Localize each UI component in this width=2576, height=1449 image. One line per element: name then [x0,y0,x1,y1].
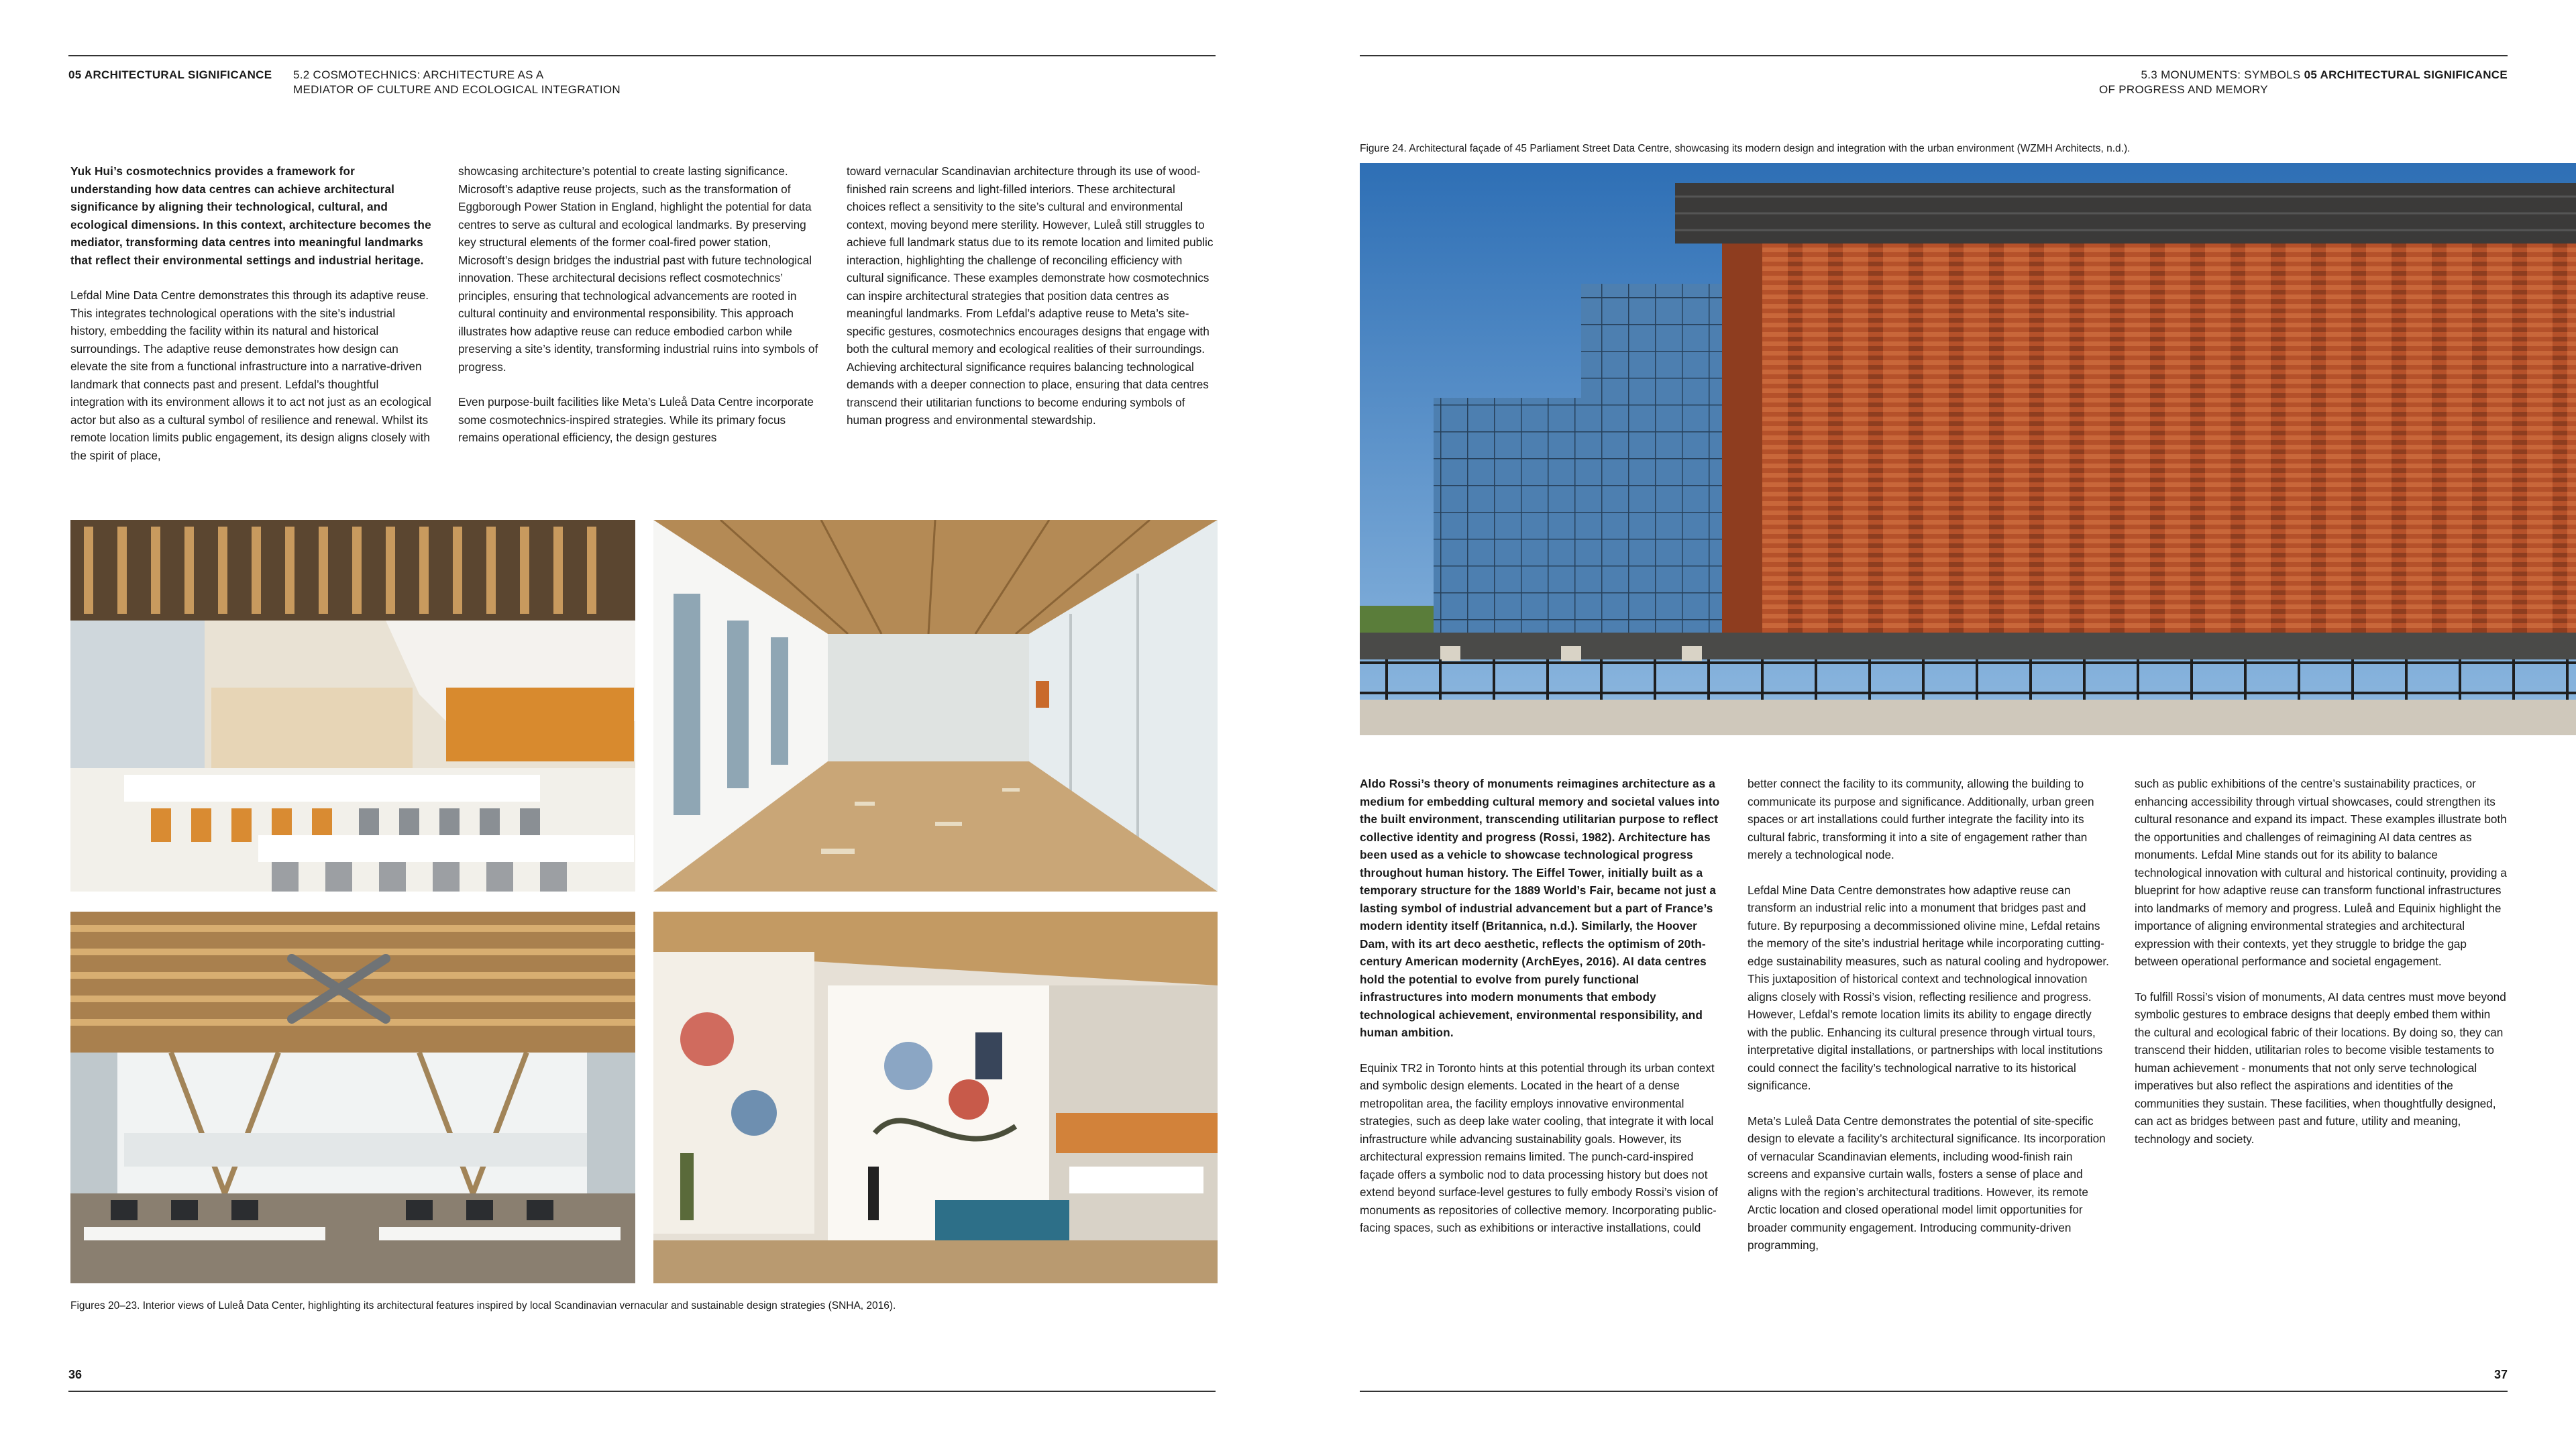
right-header-section: 05 ARCHITECTURAL SIGNIFICANCE [2304,68,2508,81]
photo-parliament-street-facade [1360,163,2576,735]
left-header-section: 05 ARCHITECTURAL SIGNIFICANCE [68,68,272,81]
right-column-3 [2135,775,2508,1165]
right-lead-paragraph: Aldo Rossi’s theory of monuments reimagines architecture as a medium for embedding cultural memory and societal values into the built environment, transcending utilitarian purpose to reflect collective identity and progress (Rossi, 1982). Architecture has been used as a vehicle to showcase technological progress throughout human history. The Eiffel Tower, initially built as a temporary structure for the 1889 World’s Fair, became not just a lasting symbol of industrial advancement but a part of France’s modern identity itself (Britannica, n.d.). Similarly, the Hoover Dam, with its art deco aesthetic, reflects the optimism of 20th-century American modernity (ArchEyes, 2016). AI data centres hold the potential to evolve from purely functional infrastructures into modern monuments that embody technological achievement, environmental responsibility, and human ambition. [1360,777,1720,1039]
left-header-subsection-2: MEDIATOR OF CULTURE AND ECOLOGICAL INTEGRATION [293,83,621,96]
left-header-subsection-1: 5.2 COSMOTECHNICS: ARCHITECTURE AS A [293,68,544,81]
right-column-2 [1748,775,2115,1272]
right-col2-paragraph-1: better connect the facility to its community, allowing the building to communicate its purpose and significance. Additionally, urban green spaces or art installations could further integrate the facility into its cultural fabric, transforming it into a site of engagement rather than merely a technological node. [1748,777,2094,861]
left-bottom-rule [68,1391,1216,1392]
right-page-number: 37 [2493,1368,2508,1381]
right-column-1 [1360,775,1723,1254]
right-top-rule [1360,55,2508,56]
photo-lulea-lounge-mural [653,912,1218,1283]
left-col2-paragraph-2: Even purpose-built facilities like Meta’s Luleå Data Centre incorporate some cosmotechnics-inspired strategies. While its primary focus remains operational efficiency, the design gestures [458,395,814,444]
right-bottom-rule [1360,1391,2508,1392]
left-figure-caption: Figures 20–23. Interior views of Luleå Data Center, highlighting its architectural features inspired by local Scandinavian vernacular and sustainable design strategies (SNHA, 2016). [70,1300,896,1311]
photo-lulea-corridor [653,520,1218,892]
right-header-subsection-1: 5.3 MONUMENTS: SYMBOLS [2141,68,2301,81]
right-col1-paragraph: Equinix TR2 in Toronto hints at this potential through its urban context and symbolic design elements. Located in the heart of a dense metropolitan area, the facility employs innovative environmental strategies, such as deep lake water cooling, that integrate it with local infrastructure while advancing sustainability goals. However, its architectural expression remains limited. The punch-card-inspired façade offers a symbolic nod to data processing history but does not extend beyond surface-level gestures to fully embody Rossi’s vision of monuments as repositories of collective memory. Incorporating public-facing spaces, such as exhibitions or interactive installations, could [1360,1061,1718,1234]
left-top-rule [68,55,1216,56]
left-page-number: 36 [68,1368,83,1381]
left-col1-paragraph: Lefdal Mine Data Centre demonstrates this through its adaptive reuse. This integrates technological operations with the site’s industrial history, embedding the facility within its natural and historical surroundings. The adaptive reuse demonstrates how design can elevate the site from a functional infrastructure into a narrative-driven landmark that connects past and present. Lefdal’s thoughtful integration with its environment allows it to act not just as an ecological actor but also as a cultural symbol of resilience and renewal. Whilst its remote location limits public engagement, its design aligns closely with the spirit of place, [70,288,431,462]
photo-lulea-open-office [70,912,635,1283]
right-col2-paragraph-3: Meta’s Luleå Data Centre demonstrates the potential of site-specific design to elevate a facility’s architectural significance. Its incorporation of vernacular Scandinavian elements, including wood-finish rain screens and expansive curtain walls, fosters a sense of place and aligns with the region’s architectural traditions. However, its remote Arctic location and closed operational model limit opportunities for broader community engagement. Introducing community-driven programming, [1748,1114,2106,1252]
right-col3-paragraph-1: such as public exhibitions of the centre’s sustainability practices, or enhancing accessibility through virtual showcases, could strengthen its cultural resonance and expand its impact. These examples illustrate both the opportunities and challenges of reimagining AI data centres as monuments. Lefdal Mine stands out for its ability to balance technological innovation with cultural and historical continuity, providing a blueprint for how adaptive reuse can transform functional infrastructures into landmarks of memory and progress. Luleå and Equinix highlight the importance of aligning environmental strategies and architectural expression with their contexts, yet they struggle to bridge the gap between operational performance and societal engagement. [2135,777,2507,968]
right-running-header [1360,68,2508,97]
right-col3-paragraph-2: To fulfill Rossi’s vision of monuments, AI data centres must move beyond symbolic gestures to embrace designs that deeply embed them within the cultural and ecological fabric of their locations. By doing so, they can transcend their hidden, utilitarian roles to become visible testaments to human achievement - monuments that not only serve technological imperatives but also reflect the aspirations and identities of the communities they sustain. These facilities, when thoughtfully designed, can act as bridges between past and future, utility and meaning, technology and society. [2135,989,2506,1146]
right-col2-paragraph-2: Lefdal Mine Data Centre demonstrates how adaptive reuse can transform an industrial relic into a monument that bridges past and future. By repurposing a decommissioned olivine mine, Lefdal retains the memory of the site’s industrial heritage while incorporating cutting-edge sustainability measures, such as natural cooling and hydropower. This juxtaposition of historical context and technological innovation aligns closely with Rossi’s vision, reflecting resilience and progress. However, Lefdal’s remote location limits its ability to engage directly with the public. Enhancing its cultural presence through virtual tours, interpretative digital installations, or partnerships with local institutions could connect the facility’s technological narrative to its historical significance. [1748,883,2109,1092]
left-column-1 [70,162,434,482]
left-lead-paragraph: Yuk Hui’s cosmotechnics provides a framework for understanding how data centres can achieve architectural significance by aligning their technological, cultural, and ecological dimensions. In this context, architecture becomes the mediator, transforming data centres into meaningful landmarks that reflect their environmental settings and industrial heritage. [70,164,431,267]
left-col2-paragraph-1: showcasing architecture’s potential to create lasting significance. Microsoft’s adaptive reuse projects, such as the transformation of Eggborough Power Station in England, highlight the potential for data centres to serve as cultural and ecological landmarks. By preserving key structural elements of the former coal-fired power station, Microsoft’s design bridges the industrial past with future technological innovation. These architectural decisions reflect cosmotechnics’ principles, ensuring that technological advancements are rooted in cultural continuity and environmental responsibility. This approach illustrates how adaptive reuse can reduce embodied carbon while preserving a site’s identity, transforming industrial ruins into symbols of progress. [458,164,818,374]
left-col3-paragraph: toward vernacular Scandinavian architecture through its use of wood-finished rain screens and light-filled interiors. These architectural choices reflect a sensitivity to the site’s cultural and environmental context, moving beyond mere sterility. However, Luleå still struggles to achieve full landmark status due to its remote location and limited public interaction, highlighting the challenge of reconciling efficiency with cultural significance. These examples demonstrate how cosmotechnics can inspire architectural strategies that position data centres as meaningful landmarks. From Lefdal’s adaptive reuse to Meta’s site-specific gestures, cosmotechnics encourages designs that engage with both the cultural memory and ecological realities of their surroundings. Achieving architectural significance requires balancing technological demands with a deeper connection to place, ensuring that data centres transcend their utilitarian functions to become enduring symbols of human progress and environmental stewardship. [847,164,1214,427]
photo-lulea-cafeteria [70,520,635,892]
right-figure-caption: Figure 24. Architectural façade of 45 Parliament Street Data Centre, showcasing its modern design and integration with the urban environment (WZMH Architects, n.d.). [1360,143,2131,154]
left-column-2 [458,162,826,464]
left-column-3 [847,162,1216,447]
right-header-subsection-2: OF PROGRESS AND MEMORY [2099,83,2268,96]
left-running-header [68,68,1216,97]
